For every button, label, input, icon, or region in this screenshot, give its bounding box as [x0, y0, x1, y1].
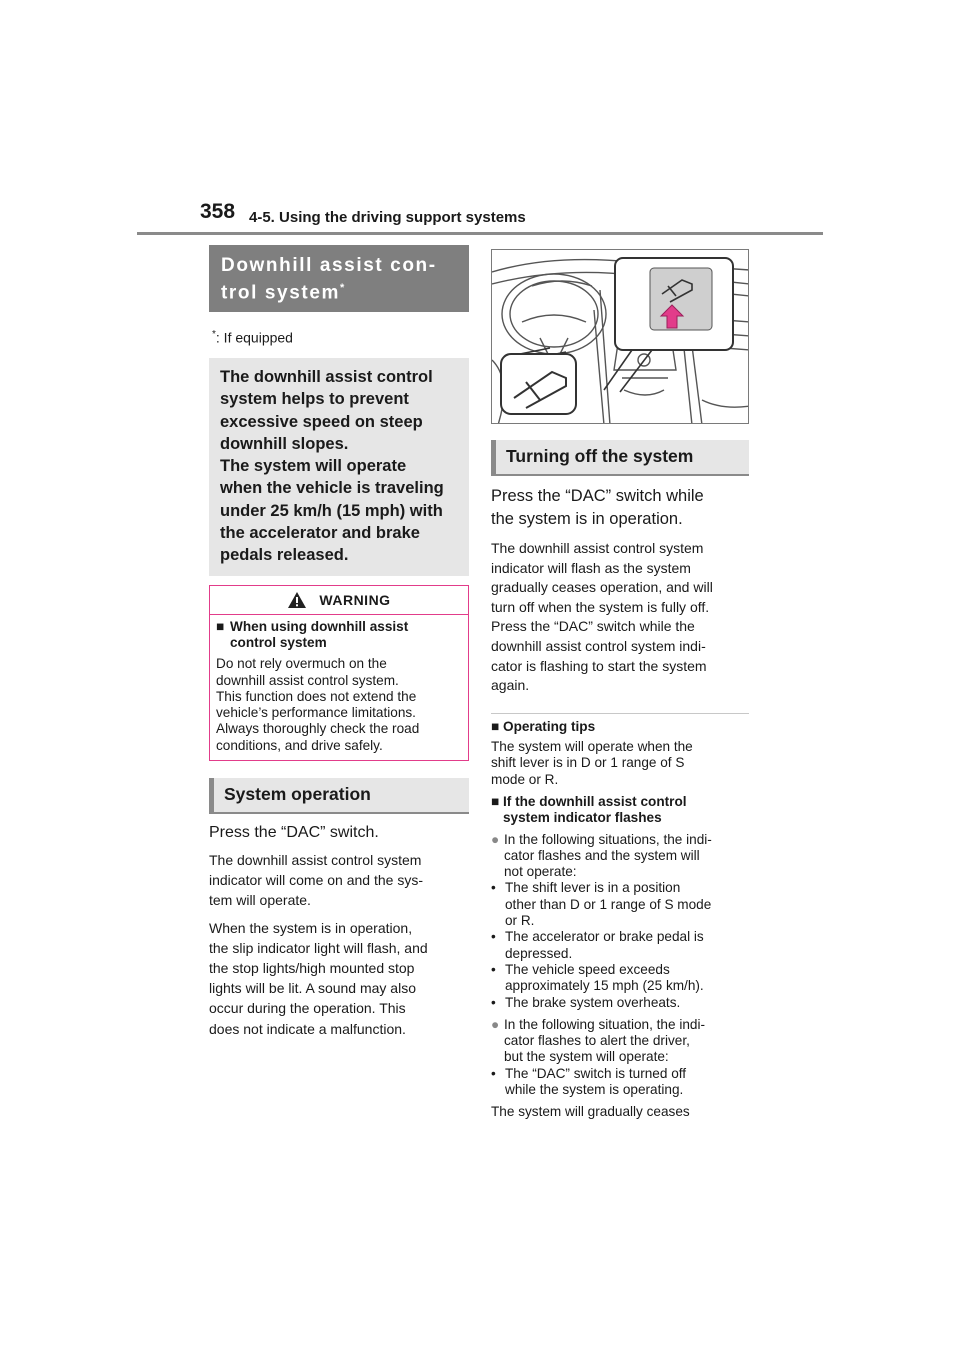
- indicator-flashes-heading: ■ If the downhill assist control system indicator flashes: [491, 793, 687, 826]
- list-item: • The accelerator or brake pedal is depressed.: [491, 929, 704, 961]
- list-item: • The vehicle speed exceeds approximately 15 mph (25 km/h).: [491, 961, 704, 994]
- page-number: 358: [200, 200, 236, 223]
- title-line-2: trol system*: [221, 282, 345, 304]
- square-marker: ■: [491, 718, 500, 734]
- square-marker: ■: [491, 793, 500, 809]
- square-marker: ■: [216, 618, 225, 634]
- footnote: *: If equipped: [212, 329, 293, 346]
- flashes-bullet-1: ● In the following situations, the indi- cator flashes and the system will not operate:: [491, 831, 712, 880]
- section-header: 4-5. Using the driving support systems: [249, 209, 526, 226]
- warning-box: [209, 585, 469, 761]
- title-line-1: Downhill assist con-: [221, 255, 437, 276]
- turn-off-paragraph: The downhill assist control system indicator will flash as the system gradually ceases operation, and will turn off when the system is fully off. Press the “DAC” switch while the downhill assist control system indi- cator is flashing to start the system again.: [491, 540, 713, 694]
- warning-body: [210, 615, 468, 760]
- turn-off-instruction: Press the “DAC” switch while the system is in operation.: [491, 487, 704, 528]
- header-rule: [137, 232, 823, 235]
- dashboard-drawing: [492, 250, 749, 424]
- right-column: [491, 249, 749, 1121]
- bullet-marker: ●: [491, 1016, 500, 1032]
- warning-text: Do not rely overmuch on the downhill assist control system. This function does not extend the vehicle’s performance limitations. Always thoroughly check the road conditions, and drive safely.: [216, 656, 420, 753]
- system-operation-title: System operation: [209, 778, 469, 814]
- operation-paragraph-1: The downhill assist control system indicator will come on and the sys- tem will operate.: [209, 852, 423, 909]
- list-item: • The shift lever is in a position other than D or 1 range of S mode or R.: [491, 880, 712, 929]
- operation-paragraph-2: When the system is in operation, the slip indicator light will flash, and the stop lights/high mounted stop lights will be lit. A sound may also occur during the operation. This does not indicate a malfunction.: [209, 919, 428, 1037]
- left-column: [209, 245, 469, 1039]
- warning-subheading: ■ When using downhill assist control system: [216, 618, 409, 650]
- list-item: • The brake system overheats.: [491, 994, 681, 1010]
- closing-text: The system will gradually ceases: [491, 1104, 690, 1120]
- list-item: • The “DAC” switch is turned off while the system is operating.: [491, 1065, 687, 1097]
- bullet-marker: ●: [491, 831, 500, 847]
- warning-header: [210, 586, 468, 615]
- warning-label: WARNING: [319, 591, 391, 608]
- title-footnote-mark: *: [339, 282, 345, 294]
- section-title-box: [209, 245, 469, 312]
- dashboard-illustration: [491, 249, 749, 424]
- intro-box: The downhill assist control system helps to prevent excessive speed on steep downhill slopes. The system will operate when the vehicle is traveling under 25 km/h (15 mph) with the accelerator and brake pedals released.: [209, 358, 469, 576]
- section-divider: [491, 713, 749, 714]
- warning-triangle-icon: [287, 591, 307, 609]
- operating-tips-heading: ■ Operating tips: [491, 718, 596, 734]
- turning-off-title: Turning off the system: [491, 440, 749, 476]
- flashes-bullet-2: ● In the following situation, the indi- cator flashes to alert the driver, but the system will operate:: [491, 1016, 706, 1065]
- operating-tips-body: The system will operate when the shift lever is in D or 1 range of S mode or R.: [491, 739, 693, 787]
- operation-instruction: Press the “DAC” switch.: [209, 824, 379, 842]
